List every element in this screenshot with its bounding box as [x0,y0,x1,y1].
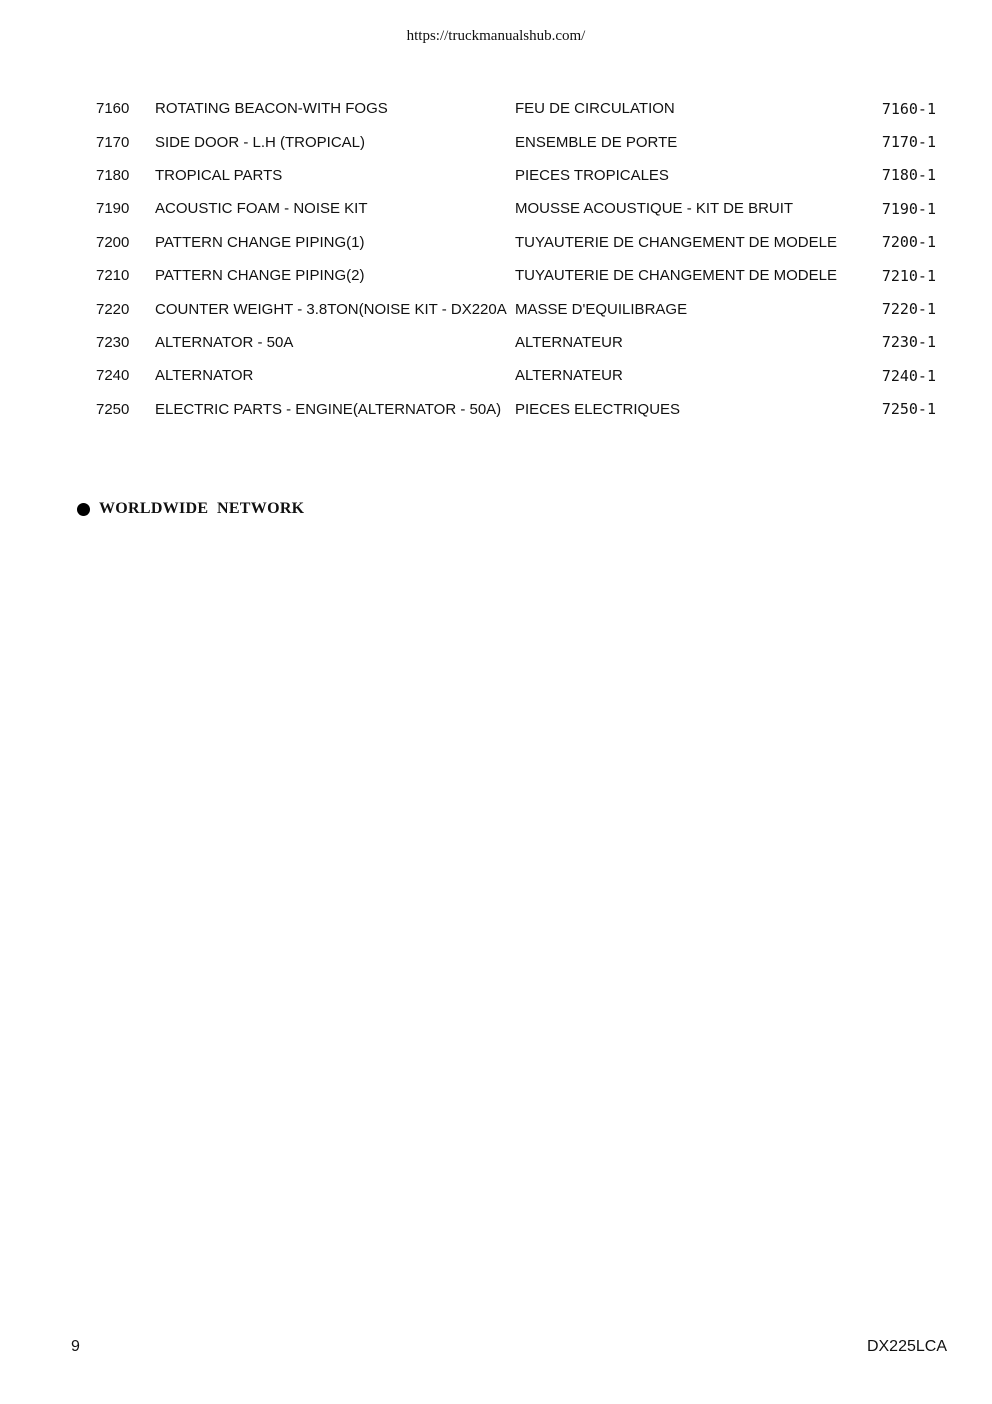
part-name-english: PATTERN CHANGE PIPING(2) [155,267,365,285]
table-row [96,159,936,192]
table-row [96,92,936,125]
part-page-ref: 7210-1 [881,266,936,285]
section-heading [77,500,304,518]
part-name-french: ALTERNATEUR [515,333,623,351]
part-name-french: PIECES TROPICALES [515,166,669,184]
part-code: 7210 [96,267,130,285]
part-page-ref: 7180-1 [881,166,936,185]
footer-model: DX225LCA [866,1338,947,1355]
table-row [96,125,936,158]
part-name-french: PIECES ELECTRIQUES [515,400,681,418]
part-name-english: ROTATING BEACON-WITH FOGS [155,100,388,118]
header-url: https://truckmanualshub.com/ [406,28,586,44]
part-code: 7220 [96,300,130,318]
part-name-french: TUYAUTERIE DE CHANGEMENT DE MODELE [515,267,837,285]
part-name-english: ACOUSTIC FOAM - NOISE KIT [155,200,368,218]
part-page-ref: 7240-1 [881,366,936,385]
table-row [96,192,936,225]
part-name-english: COUNTER WEIGHT - 3.8TON(NOISE KIT - DX220A [155,300,507,318]
part-name-english: PATTERN CHANGE PIPING(1) [155,233,365,251]
part-page-ref: 7160-1 [881,99,936,118]
table-row [96,393,936,426]
part-code: 7230 [96,333,130,351]
part-code: 7180 [96,166,130,184]
table-row [96,326,936,359]
part-name-english: TROPICAL PARTS [155,166,283,184]
part-page-ref: 7250-1 [881,400,936,419]
parts-table [96,92,936,426]
bullet-icon [77,503,90,516]
part-name-english: SIDE DOOR - L.H (TROPICAL) [155,133,366,151]
part-code: 7240 [96,367,130,385]
part-page-ref: 7230-1 [881,333,936,352]
part-name-french: MASSE D'EQUILIBRAGE [515,300,688,318]
part-name-french: ENSEMBLE DE PORTE [515,133,678,151]
part-code: 7160 [96,100,130,118]
part-name-english: ALTERNATOR - 50A [155,333,294,351]
table-row [96,359,936,392]
part-name-english: ALTERNATOR [155,367,254,385]
part-name-french: MOUSSE ACOUSTIQUE - KIT DE BRUIT [515,200,794,218]
parts-table-body [96,92,936,426]
part-page-ref: 7220-1 [881,300,936,319]
table-row [96,292,936,325]
part-name-french: TUYAUTERIE DE CHANGEMENT DE MODELE [515,233,837,251]
part-code: 7190 [96,200,130,218]
table-row [96,226,936,259]
part-page-ref: 7200-1 [881,233,936,252]
part-code: 7250 [96,400,130,418]
part-page-ref: 7190-1 [881,199,936,218]
table-row [96,259,936,292]
footer-page-number: 9 [71,1338,80,1355]
part-code: 7170 [96,133,130,151]
part-name-french: FEU DE CIRCULATION [515,100,675,118]
section-title: WORLDWIDE NETWORK [99,500,305,517]
part-code: 7200 [96,233,130,251]
part-name-english: ELECTRIC PARTS - ENGINE(ALTERNATOR - 50A) [155,400,502,418]
part-name-french: ALTERNATEUR [515,367,623,385]
part-page-ref: 7170-1 [881,133,936,152]
